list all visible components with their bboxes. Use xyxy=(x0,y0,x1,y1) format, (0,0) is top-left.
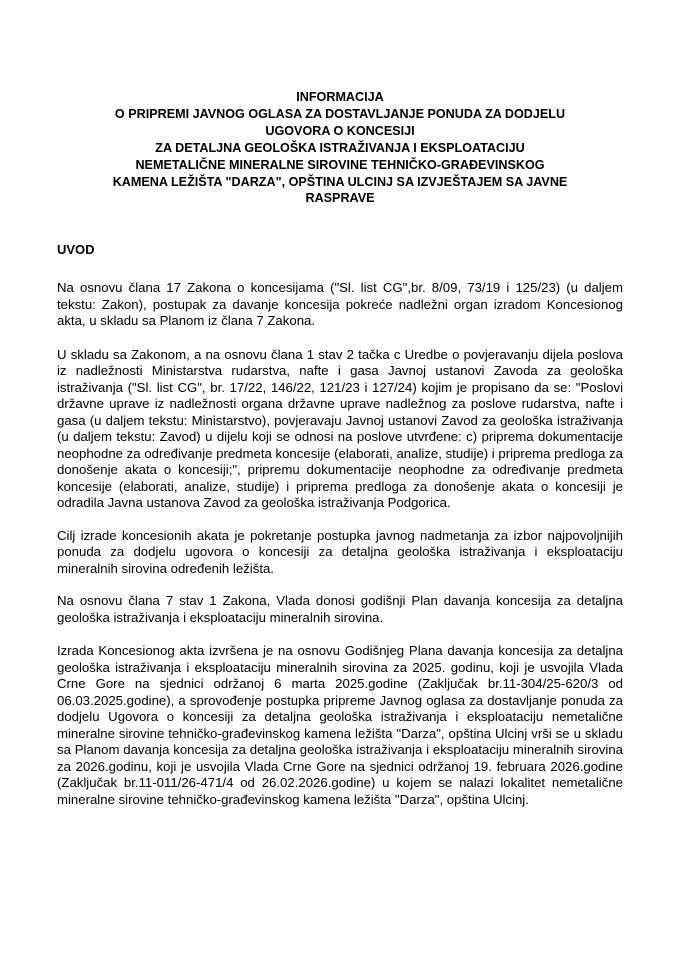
title-line: O PRIPREMI JAVNOG OGLASA ZA DOSTAVLJANJE PONUDA ZA DODJELU xyxy=(114,106,566,121)
title-line: NEMETALIČNE MINERALNE SIROVINE TEHNIČKO-GRAĐEVINSKOG xyxy=(135,157,545,172)
paragraph: Izrada Koncesionog akta izvršena je na osnovu Godišnjeg Plana davanja koncesija za detaljna geološka istraživanja i eksploataciju mineralnih sirovina za 2025. godinu, koji je usvojila Vlada Crne Gore na sjednici održanoj 6 marta 2025.godine (Zaključak br.11-304/25-620/3 od 06.03.2025.godine), a sprovođenje postupka pripreme Javnog oglasa za dostavljanje ponuda za dodjelu Ugovora o koncesiji za detaljna geološka istraživanja i eksploataciju nemetalične mineralne sirovine tehničko-građevinskog kamena ležišta "Darza", opština Ulcinj vrši se u skladu sa Planom davanja koncesija za detaljna geološka istraživanja i eksploataciju mineralnih sirovina za 2026.godinu, koji je usvojila Vlada Crne Gore na sjednici održanoj 19. februara 2026.godine (Zaključak br.11-011/26-471/4 od 26.02.2026.godine) u kojem se nalazi lokalitet nemetalične mineralne sirovine tehničko-građevinskog kamena ležišta "Darza", opština Ulcinj. xyxy=(57,643,623,807)
paragraph: Na osnovu člana 7 stav 1 Zakona, Vlada donosi godišnji Plan davanja koncesija za detaljna geološka istraživanja i eksploataciju mineralnih sirovina. xyxy=(57,593,623,625)
paragraph: Na osnovu člana 17 Zakona o koncesijama ("Sl. list CG",br. 8/09, 73/19 i 125/23) (u daljem tekstu: Zakon), postupak za davanje koncesija pokreće nadležni organ izradom Koncesionog akta, u skladu sa Planom iz člana 7 Zakona. xyxy=(57,280,623,329)
paragraph: Cilj izrade koncesionih akata je pokretanje postupka javnog nadmetanja za izbor najpovoljnijih ponuda za dodjelu ugovora o koncesiji za detaljna geološka istraživanja i eksploataciju mineralnih sirovina određenih ležišta. xyxy=(57,527,623,576)
title-line: KAMENA LEŽIŠTA "DARZA", OPŠTINA ULCINJ SA IZVJEŠTAJEM SA JAVNE xyxy=(112,174,568,189)
document-title xyxy=(57,0,623,207)
paragraph: U skladu sa Zakonom, a na osnovu člana 1 stav 2 tačka c Uredbe o povjeravanju dijela poslova iz nadležnosti Ministarstva rudarstva, nafte i gasa Javnoj ustanovi Zavoda za geološka istraživanja ("Sl. list CG", br. 17/22, 146/22, 121/23 i 127/24) kojim je propisano da se: "Poslovi državne uprave iz nadležnosti organa državne uprave nadležnog za poslove rudarstva, nafte i gasa (u daljem tekstu: Ministarstvo), povjeravaju Javnoj ustanovi Zavod za geološka istraživanja (u daljem tekstu: Zavod) u dijelu koji se odnosi na poslove utvrđene: c) priprema dokumentacije neophodne za određivanje predmeta koncesije (elaborati, analize, studije) i priprema predloga za donošenje akata o koncesiji;", pripremu dokumentacije neophodne za određivanje predmeta koncesije (elaborati, analize, studije) i priprema predloga za donošenje akata o koncesiji je odradila Javna ustanova Zavod za geološka istraživanja Podgorica. xyxy=(57,346,623,511)
section-heading: UVOD xyxy=(57,242,95,258)
title-line: ZA DETALJNA GEOLOŠKA ISTRAŽIVANJA I EKSPLOATACIJU xyxy=(155,140,525,155)
title-line: UGOVORA O KONCESIJI xyxy=(265,123,415,138)
title-line: RASPRAVE xyxy=(305,191,375,206)
title-line: INFORMACIJA xyxy=(296,90,384,104)
